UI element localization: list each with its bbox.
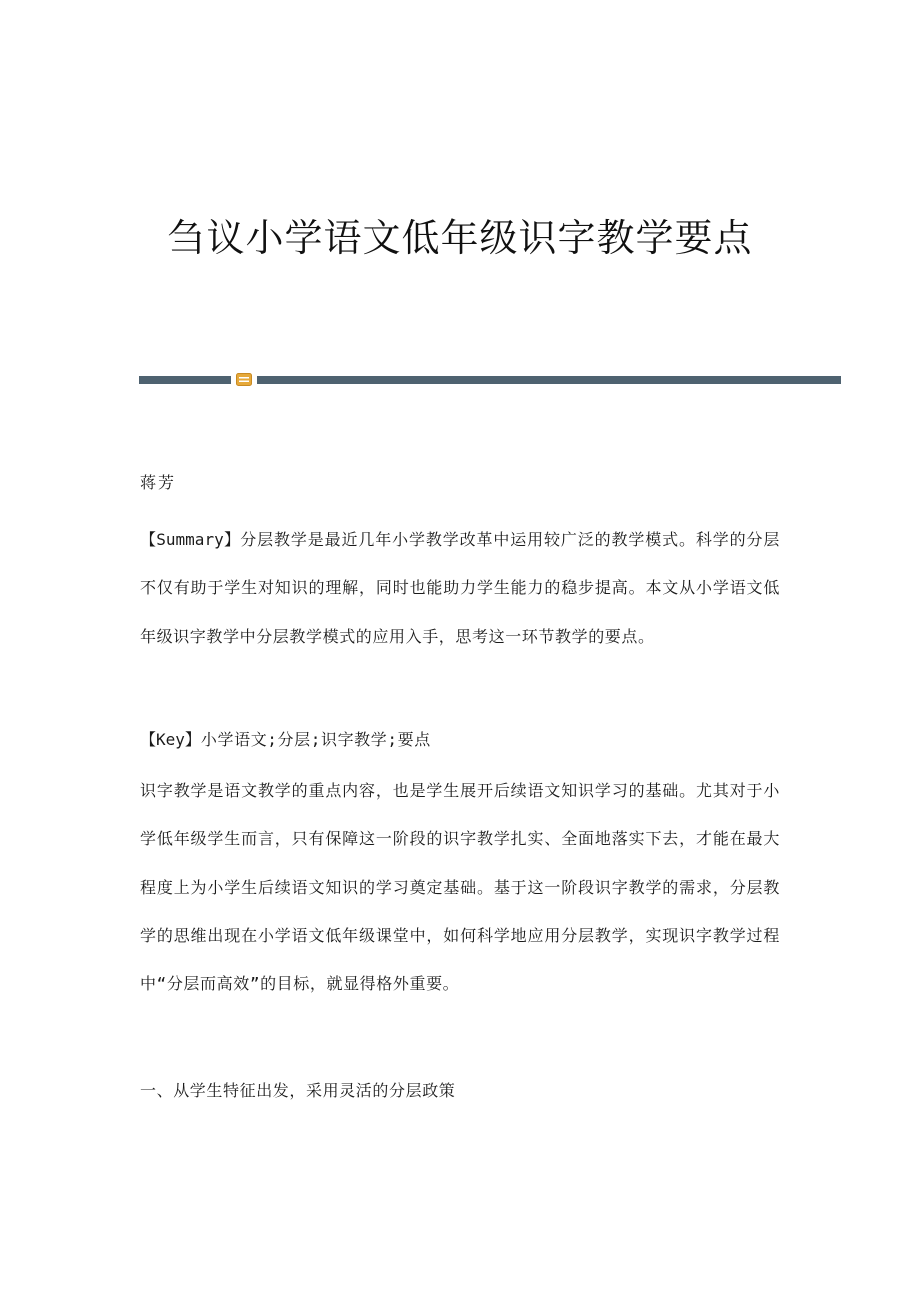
author-name: 蒋芳 (140, 473, 177, 492)
keywords-text: 小学语文;分层;识字教学;要点 (200, 730, 431, 749)
abstract-paragraph (140, 516, 780, 661)
abstract-label: 【Summary】 (140, 530, 241, 549)
keywords-label: 【Key】 (140, 730, 201, 749)
divider-bar-left (139, 376, 231, 384)
abstract-text: 分层教学是最近几年小学教学改革中运用较广泛的教学模式。科学的分层不仅有助于学生对知识的理解，同时也能助力学生能力的稳步提高。本文从小学语文低年级识字教学中分层教学模式的应用入手，思考这一环节教学的要点。 (140, 530, 780, 646)
keywords-paragraph (140, 716, 780, 764)
document-title: 刍议小学语文低年级识字教学要点 (167, 216, 753, 260)
section-heading: 一、从学生特征出发，采用灵活的分层政策 (140, 1081, 456, 1100)
intro-paragraph: 识字教学是语文教学的重点内容，也是学生展开后续语文知识学习的基础。尤其对于小学低年级学生而言，只有保障这一阶段的识字教学扎实、全面地落实下去，才能在最大程度上为小学生后续语文知识的学习奠定基础。基于这一阶段识字教学的需求，分层教学的思维出现在小学语文低年级课堂中，如何科学地应用分层教学，实现识字教学过程中“分层而高效”的目标，就显得格外重要。 (140, 781, 780, 994)
divider-ornament-icon (236, 373, 252, 386)
title-divider (139, 372, 841, 388)
divider-bar-right (257, 376, 841, 384)
